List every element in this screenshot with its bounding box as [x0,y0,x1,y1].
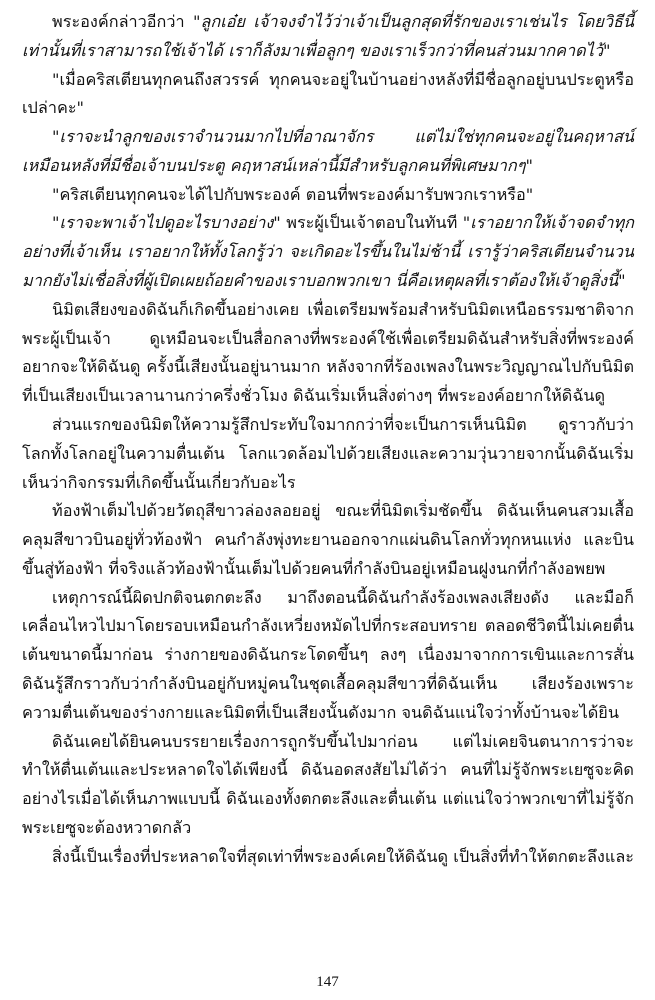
text-run: พระผู้เป็นเจ้าตอบในทันที [280,213,463,233]
text-run: พระองค์กล่าวอีกว่า [52,12,193,31]
paragraph [22,296,634,411]
quoted-speech: "เราจะพาเจ้าไปดูอะไรบางอย่าง" [52,213,281,233]
paragraph [22,843,634,872]
text-run: "คริสเตียนทุกคนจะได้ไปกับพระองค์ ตอนที่พระองค์มารับพวกเราหรือ" [52,184,534,204]
text-run: ส่วนแรกของนิมิตให้ความรู้สึกประทับใจมากกว่าที่จะเป็นการเห็นนิมิต ดูราวกับว่าโลกทั้งโลกอยู่ในความตื่นเต้น โลกแวดล้อมไปด้วยเสียงและความวุ่นวายจากนั้นดิฉันเริ่มเห็นว่ากิจกรรมที่เกิดขึ้นนั้นเกี่ยวกับอะไร [22,414,634,492]
text-run: สิ่งนี้เป็นเรื่องที่ประหลาดใจที่สุดเท่าที่พระองค์เคยให้ดิฉันดู เป็นสิ่งที่ทำให้ตกตะลึงและ [52,846,635,866]
paragraph [22,728,634,843]
text-run: เหตุการณ์นี้ผิดปกติจนตกตะลึง มาถึงตอนนี้ดิฉันกำลังร้องเพลงเสียงดัง และมือก็เคลื่อนไหวไปมาโดยรอบเหมือนกำลังเหวี่ยงหมัดไปที่กระสอบทราย ตลอดชีวิตนี้ไม่เคยตื่นเต้นขนาดนี้มาก่อน ร่างกายของดิฉันกระโดดขึ้นๆ ลงๆ เนื่องมาจากการเขินและการสั่น ดิฉันรู้สึกราวกับว่ากำลังบินอยู่กับหมู่คนในชุดเสื้อคลุมสีขาวที่ดิฉันเห็น เสียงร้องเพราะความตื่นเต้นของร่างกายและนิมิตที่เป็นเสียงนั้นดังมาก จนดิฉันแน่ใจว่าทั้งบ้านจะได้ยิน [22,587,634,722]
paragraph [22,411,634,497]
body-text [22,8,634,871]
paragraph [22,497,634,583]
text-run: ท้องฟ้าเต็มไปด้วยวัตถุสีขาวล่องลอยอยู่ ขณะที่นิมิตเริ่มชัดขึ้น ดิฉันเห็นคนสวมเสื้อคลุมสีขาวบินอยู่ทั่วท้องฟ้า คนกำลังพุ่งทะยานออกจากแผ่นดินโลกทั่วทุกหนแห่ง และบินขึ้นสู่ท้องฟ้า ที่จริงแล้วท้องฟ้านั้นเต็มไปด้วยคนที่กำลังบินอยู่เหมือนฝูงนกที่กำลังอพยพ [22,501,634,578]
quoted-speech: "เราจะนำลูกของเราจำนวนมากไปที่อาณาจักร แต่ไม่ใช่ทุกคนจะอยู่ในคฤหาสน์เหมือนหลังที่มีชื่อเจ้าบนประตู คฤหาสน์เหล่านี้มีสำหรับลูกคนที่พิเศษมากๆ" [22,127,634,175]
paragraph [22,584,634,728]
paragraph [22,123,634,181]
paragraph [22,209,634,295]
paragraph [22,66,634,124]
text-run: "เมื่อคริสเตียนทุกคนถึงสวรรค์ ทุกคนจะอยู่ในบ้านอย่างหลังที่มีชื่อลูกอยู่บนประตูหรือเปล่าคะ" [22,69,634,118]
quoted-speech: "เราอยากให้เจ้าจดจำทุกอย่างที่เจ้าเห็น เราอยากให้ทั้งโลกรู้ว่า จะเกิดอะไรขึ้นในไม่ช้านี้ เรารู้ว่าคริสเตียนจำนวนมากยังไม่เชื่อสิ่งที่ผู้เปิดเผยถ้อยคำของเราบอกพวกเขา นี่คือเหตุผลที่เราต้องให้เจ้าดูสิ่งนี้" [22,213,634,291]
page-number: 147 [316,974,339,990]
text-run: นิมิตเสียงของดิฉันก็เกิดขึ้นอย่างเคย เพื่อเตรียมพร้อมสำหรับนิมิตเหนือธรรมชาติจากพระผู้เป็นเจ้า ดูเหมือนจะเป็นสื่อกลางที่พระองค์ใช้เพื่อเตรียมดิฉันสำหรับสิ่งที่พระองค์อยากจะให้ดิฉันดู ครั้งนี้เสียงนั้นอยู่นานมาก หลังจากที่ร้องเพลงในพระวิญญาณไปกับนิมิตที่เป็นเสียงเป็นเวลานานกว่าครึ่งชั่วโมง ดิฉันเริ่มเห็นสิ่งต่างๆ ที่พระองค์อยากให้ดิฉันดู [22,299,634,406]
paragraph [22,181,634,210]
quoted-speech: "ลูกเอ๋ย เจ้าจงจำไว้ว่าเจ้าเป็นลูกสุดที่รักของเราเช่นไร โดยวิธีนี้เท่านั้นที่เราสามารถใช้เจ้าได้ เราก็ลังมาเพื่อลูกๆ ของเราเร็วกว่าที่คนส่วนมากคาดไว้" [22,12,634,60]
text-run: ดิฉันเคยได้ยินคนบรรยายเรื่องการถูกรับขึ้นไปมาก่อน แต่ไม่เคยจินตนาการว่าจะทำให้ตื่นเต้นและประหลาดใจได้เพียงนี้ ดิฉันอดสงสัยไม่ได้ว่า คนที่ไม่รู้จักพระเยซูจะคิดอย่างไรเมื่อได้เห็นภาพแบบนี้ ดิฉันเองทั้งตกตะลึงและตื่นเต้น แต่แน่ใจว่าพวกเขาที่ไม่รู้จักพระเยซูจะต้องหวาดกลัว [22,731,634,837]
paragraph [22,8,634,66]
